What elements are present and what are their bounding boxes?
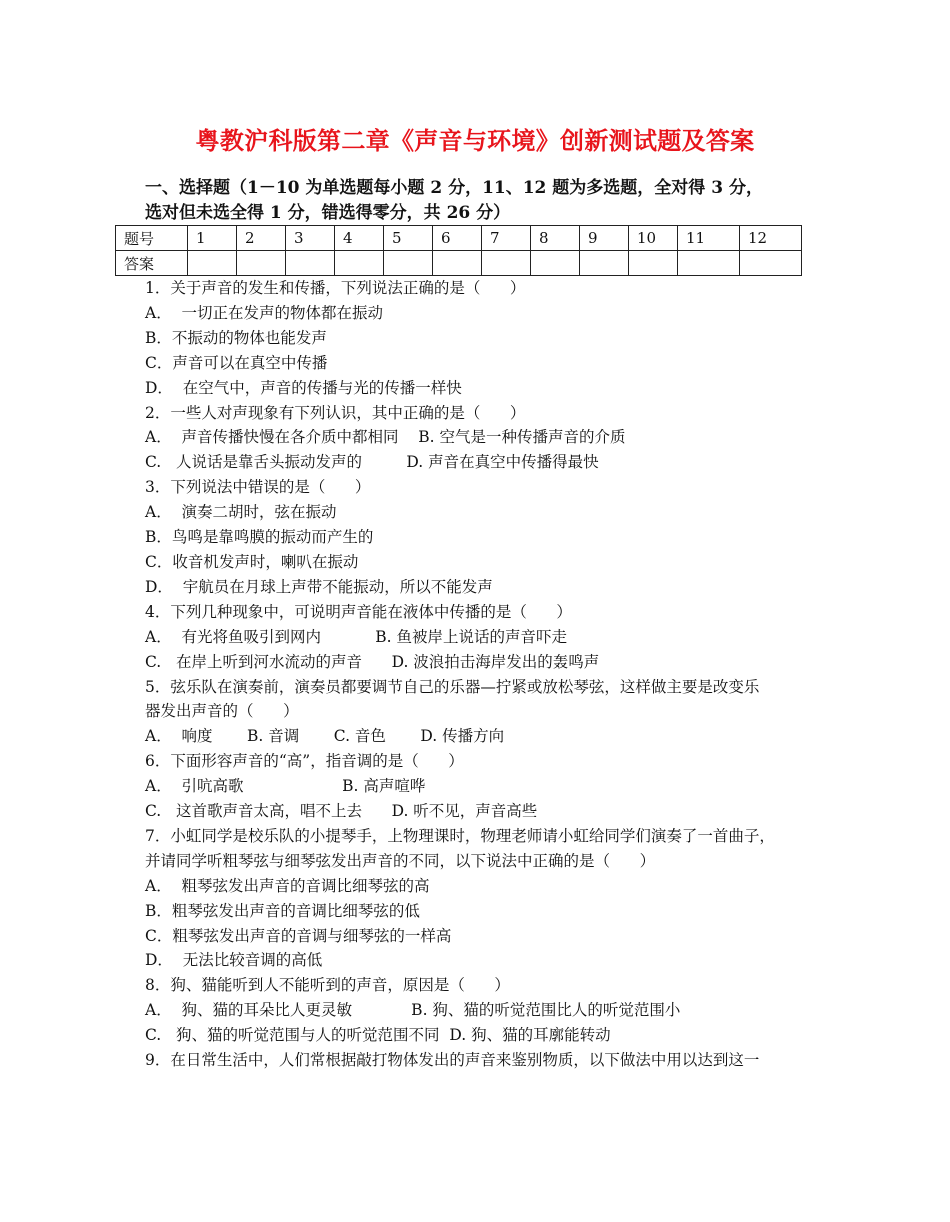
- section-heading: [145, 176, 825, 226]
- answer-option: A． 有光将鱼吸引到网内 B. 鱼被岸上说话的声音吓走: [145, 627, 567, 646]
- table-cell-answer: [580, 251, 629, 276]
- answer-option: C. 狗、猫的听觉范围与人的听觉范围不同 D. 狗、猫的耳廓能转动: [145, 1026, 611, 1045]
- table-cell-number: 10: [629, 226, 678, 251]
- answer-option: A． 粗琴弦发出声音的音调比细琴弦的高: [145, 876, 430, 895]
- question-stem: 2．一些人对声现象有下列认识，其中正确的是（ ）: [145, 403, 526, 422]
- table-cell-number: 9: [580, 226, 629, 251]
- table-cell-answer: [433, 251, 482, 276]
- table-cell-answer: [678, 251, 740, 276]
- table-cell-number: 4: [335, 226, 384, 251]
- question-stem: 9．在日常生活中，人们常根据敲打物体发出的声音来鉴别物质，以下做法中用以达到这一: [145, 1051, 760, 1070]
- table-cell-number: 8: [531, 226, 580, 251]
- table-cell-number: 3: [286, 226, 335, 251]
- answer-option: D． 在空气中，声音的传播与光的传播一样快: [145, 378, 462, 397]
- table-cell-answer: [629, 251, 678, 276]
- answer-table-number-row: [116, 226, 802, 251]
- answer-option: B．不振动的物体也能发声: [145, 328, 327, 347]
- question-stem-continued: 并请同学听粗琴弦与细琴弦发出声音的不同，以下说法中正确的是（ ）: [145, 851, 656, 870]
- answer-table: [115, 225, 802, 276]
- answer-option: C．收音机发声时，喇叭在振动: [145, 552, 359, 571]
- table-cell-answer: [482, 251, 531, 276]
- answer-option: C. 人说话是靠舌头振动发声的 D. 声音在真空中传播得最快: [145, 453, 599, 472]
- answer-option: C．粗琴弦发出声音的音调与细琴弦的一样高: [145, 926, 452, 945]
- table-cell-number: 5: [384, 226, 433, 251]
- table-cell-number: 7: [482, 226, 531, 251]
- table-cell-answer: [237, 251, 286, 276]
- section-heading-line-1: 一、选择题（1－10 为单选题每小题 2 分，11、12 题为多选题，全对得 3 分，: [145, 178, 763, 198]
- table-cell-answer: [740, 251, 802, 276]
- table-label-question-number: 题号: [116, 226, 188, 251]
- table-cell-answer: [384, 251, 433, 276]
- answer-option: A． 响度 B. 音调 C. 音色 D. 传播方向: [145, 727, 505, 746]
- table-cell-answer: [286, 251, 335, 276]
- section-heading-line-2: 选对但未选全得 1 分，错选得零分，共 26 分）: [145, 203, 511, 223]
- answer-table-answer-row: [116, 251, 802, 276]
- question-stem: 4．下列几种现象中，可说明声音能在液体中传播的是（ ）: [145, 602, 572, 621]
- table-cell-answer: [335, 251, 384, 276]
- answer-option: A． 演奏二胡时，弦在振动: [145, 503, 337, 522]
- answer-option: A． 狗、猫的耳朵比人更灵敏 B. 狗、猫的听觉范围比人的听觉范围小: [145, 1001, 681, 1020]
- answer-option: C. 在岸上听到河水流动的声音 D. 波浪拍击海岸发出的轰鸣声: [145, 652, 600, 671]
- table-cell-number: 6: [433, 226, 482, 251]
- answer-option: D． 宇航员在月球上声带不能振动，所以不能发声: [145, 577, 493, 596]
- document-title: 粤教沪科版第二章《声音与环境》创新测试题及答案: [195, 126, 755, 155]
- answer-option: A． 引吭高歌 B. 高声喧哗: [145, 777, 426, 796]
- question-stem-continued: 器发出声音的（ ）: [145, 702, 299, 721]
- table-cell-number: 2: [237, 226, 286, 251]
- answer-option: B．粗琴弦发出声音的音调比细琴弦的低: [145, 901, 420, 920]
- question-stem: 7．小虹同学是校乐队的小提琴手，上物理课时，物理老师请小虹给同学们演奏了一首曲子，: [145, 826, 775, 845]
- answer-option: C．声音可以在真空中传播: [145, 353, 328, 372]
- question-stem: 3．下列说法中错误的是（ ）: [145, 478, 371, 497]
- question-stem: 6．下面形容声音的“高”，指音调的是（ ）: [145, 752, 464, 771]
- answer-option: A． 一切正在发声的物体都在振动: [145, 303, 384, 322]
- table-cell-number: 1: [188, 226, 237, 251]
- question-stem: 8．狗、猫能听到人不能听到的声音，原因是（ ）: [145, 976, 510, 995]
- table-cell-answer: [531, 251, 580, 276]
- answer-option: B．鸟鸣是靠鸣膜的振动而产生的: [145, 528, 374, 547]
- table-cell-number: 11: [678, 226, 740, 251]
- question-stem: 5．弦乐队在演奏前，演奏员都要调节自己的乐器—拧紧或放松琴弦，这样做主要是改变乐: [145, 677, 760, 696]
- answer-option: D． 无法比较音调的高低: [145, 951, 323, 970]
- table-cell-number: 12: [740, 226, 802, 251]
- question-stem: 1．关于声音的发生和传播，下列说法正确的是（ ）: [145, 279, 526, 297]
- table-label-answer: 答案: [116, 251, 188, 276]
- table-cell-answer: [188, 251, 237, 276]
- answer-option: C. 这首歌声音太高，唱不上去 D. 听不见，声音高些: [145, 802, 538, 821]
- answer-option: A． 声音传播快慢在各介质中都相同 B. 空气是一种传播声音的介质: [145, 428, 626, 447]
- question-list: [145, 276, 815, 1073]
